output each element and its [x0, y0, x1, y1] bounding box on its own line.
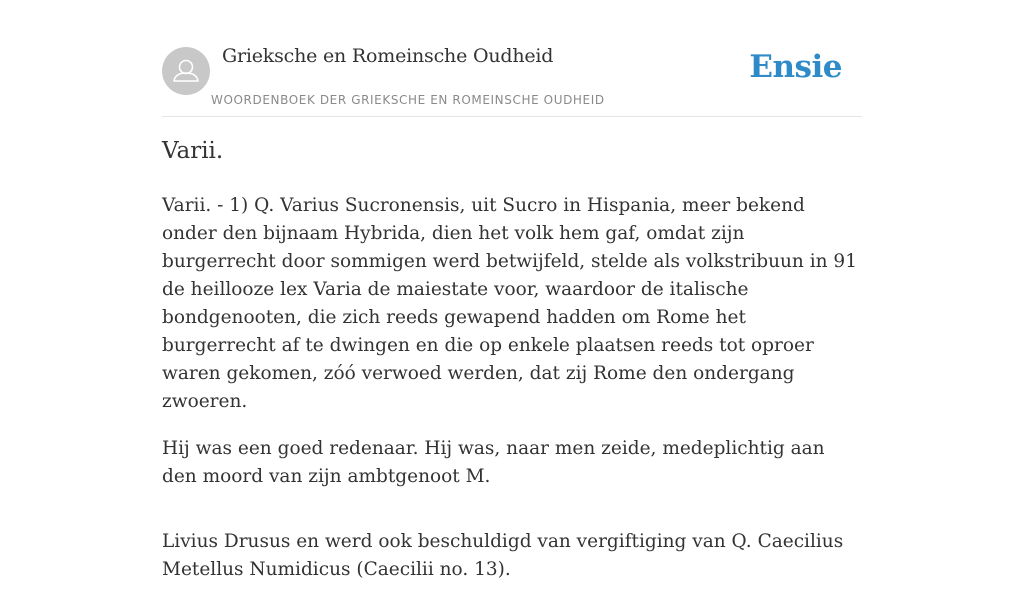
avatar[interactable] [162, 47, 210, 95]
source-subtitle[interactable]: WOORDENBOEK DER GRIEKSCHE EN ROMEINSCHE OUDHEID [211, 93, 605, 107]
page-title: Varii. [162, 138, 224, 164]
source-title[interactable]: Grieksche en Romeinsche Oudheid [222, 45, 554, 67]
article-body [162, 192, 862, 603]
page-header [162, 0, 862, 117]
article-paragraph: Livius Drusus en werd ook beschuldigd van vergiftiging van Q. Caecilius Metellus Numidicus (Caecilii no. 13). [162, 531, 844, 580]
brand-logo[interactable]: Ensie [749, 49, 842, 85]
article-paragraph: Varii. - 1) Q. Varius Sucronensis, uit Sucro in Hispania, meer bekend onder den bijnaam Hybrida, dien het volk hem gaf, omdat zijn burgerrecht door sommigen werd betwijfeld, stelde als volkstribuun in 91 de heillooze lex Varia de maiestate voor, waardoor de italische bondgenooten, die zich reeds gewapend hadden om Rome het burgerrecht af te dwingen en die op enkele plaatsen reeds tot oproer waren gekomen, zóó verwoed werden, dat zij Rome den ondergang zwoeren. [162, 195, 857, 412]
user-icon [162, 47, 210, 95]
article-paragraph: Hij was een goed redenaar. Hij was, naar men zeide, medeplichtig aan den moord van zijn ambtgenoot M. [162, 438, 825, 487]
